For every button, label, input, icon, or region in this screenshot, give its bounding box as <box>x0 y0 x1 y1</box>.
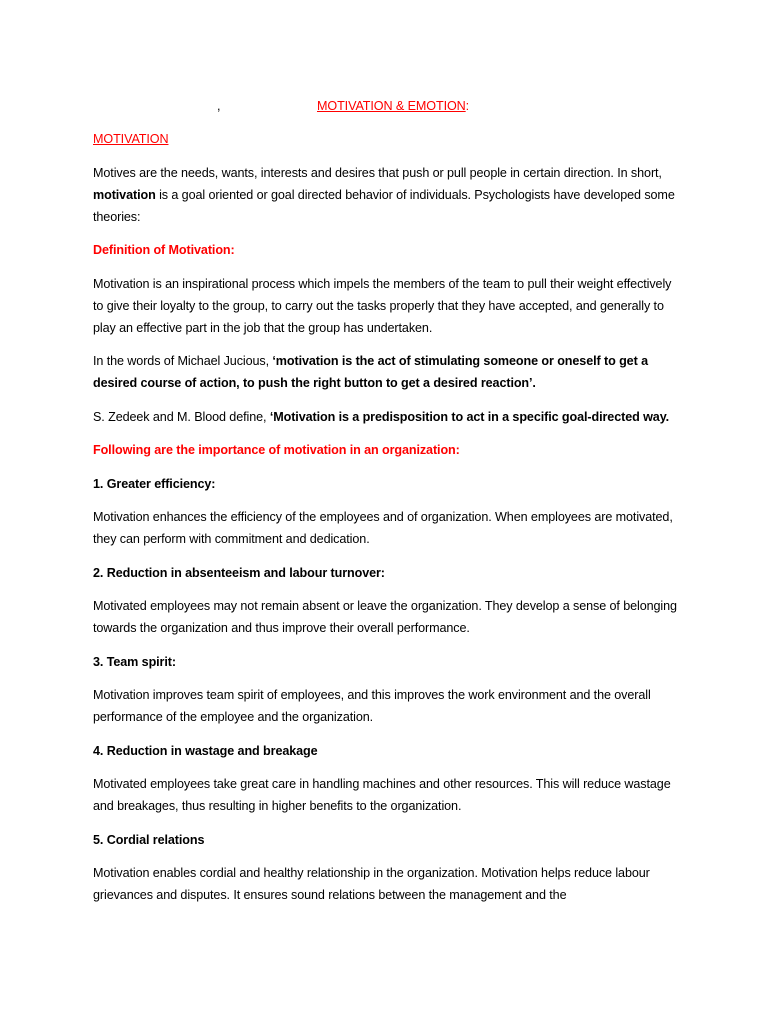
title-line <box>93 95 678 117</box>
point-text-absenteeism: Motivated employees may not remain absent or leave the organization. They develop a sense of belonging towards the organization and thus improve their overall performance. <box>93 599 677 635</box>
point-heading-wastage: 4. Reduction in wastage and breakage <box>93 743 318 758</box>
title-comma: , <box>217 99 221 113</box>
document-title-text: MOTIVATION & EMOTION <box>317 99 466 113</box>
point-text-efficiency: Motivation enhances the efficiency of the employees and of organization. When employees are motivated, they can perform with commitment and dedication. <box>93 510 673 546</box>
intro-text-part2: is a goal oriented or goal directed behavior of individuals. Psychologists have developed some theories: <box>93 187 675 224</box>
point-heading-cordial: 5. Cordial relations <box>93 832 205 847</box>
section-heading-motivation: MOTIVATION <box>93 132 169 146</box>
intro-text-part1: Motives are the needs, wants, interests and desires that push or pull people in certain direction. In short, <box>93 165 662 180</box>
quote-jucious-lead: In the words of Michael Jucious, <box>93 354 273 368</box>
quote-zedeek-lead: S. Zedeek and M. Blood define, <box>93 409 270 424</box>
point-text-wastage: Motivated employees take great care in handling machines and other resources. This will reduce wastage and breakages, thus resulting in higher benefits to the organization. <box>93 777 671 813</box>
document-title <box>317 95 469 117</box>
quote-zedeek-text: ‘Motivation is a predisposition to act in a specific goal-directed way. <box>269 409 670 424</box>
quote-jucious-text: ‘motivation is the act of stimulating someone or oneself to get a desired course of action, to push the right button to get a desired reaction’. <box>93 354 648 390</box>
document-title-colon: : <box>465 99 470 113</box>
point-heading-team-spirit: 3. Team spirit: <box>93 654 176 669</box>
quote-jucious <box>93 350 678 394</box>
intro-bold-term: motivation <box>93 187 156 202</box>
point-heading-efficiency: 1. Greater efficiency: <box>93 476 216 491</box>
importance-heading: Following are the importance of motivation in an organization: <box>93 443 460 457</box>
intro-paragraph <box>93 162 678 228</box>
quote-zedeek <box>93 406 678 428</box>
point-text-team-spirit: Motivation improves team spirit of employees, and this improves the work environment and the overall performance of the employee and the organization. <box>93 688 651 724</box>
definition-heading: Definition of Motivation: <box>93 243 235 257</box>
document-body <box>93 95 678 918</box>
point-heading-absenteeism: 2. Reduction in absenteeism and labour turnover: <box>93 565 385 580</box>
definition-paragraph: Motivation is an inspirational process which impels the members of the team to pull their weight effectively to give their loyalty to the group, to carry out the tasks properly that they have accepted, and generally to play an effective part in the job that the group has undertaken. <box>93 276 672 335</box>
point-text-cordial: Motivation enables cordial and healthy relationship in the organization. Motivation helps reduce labour grievances and disputes. It ensures sound relations between the management and the <box>93 866 650 902</box>
